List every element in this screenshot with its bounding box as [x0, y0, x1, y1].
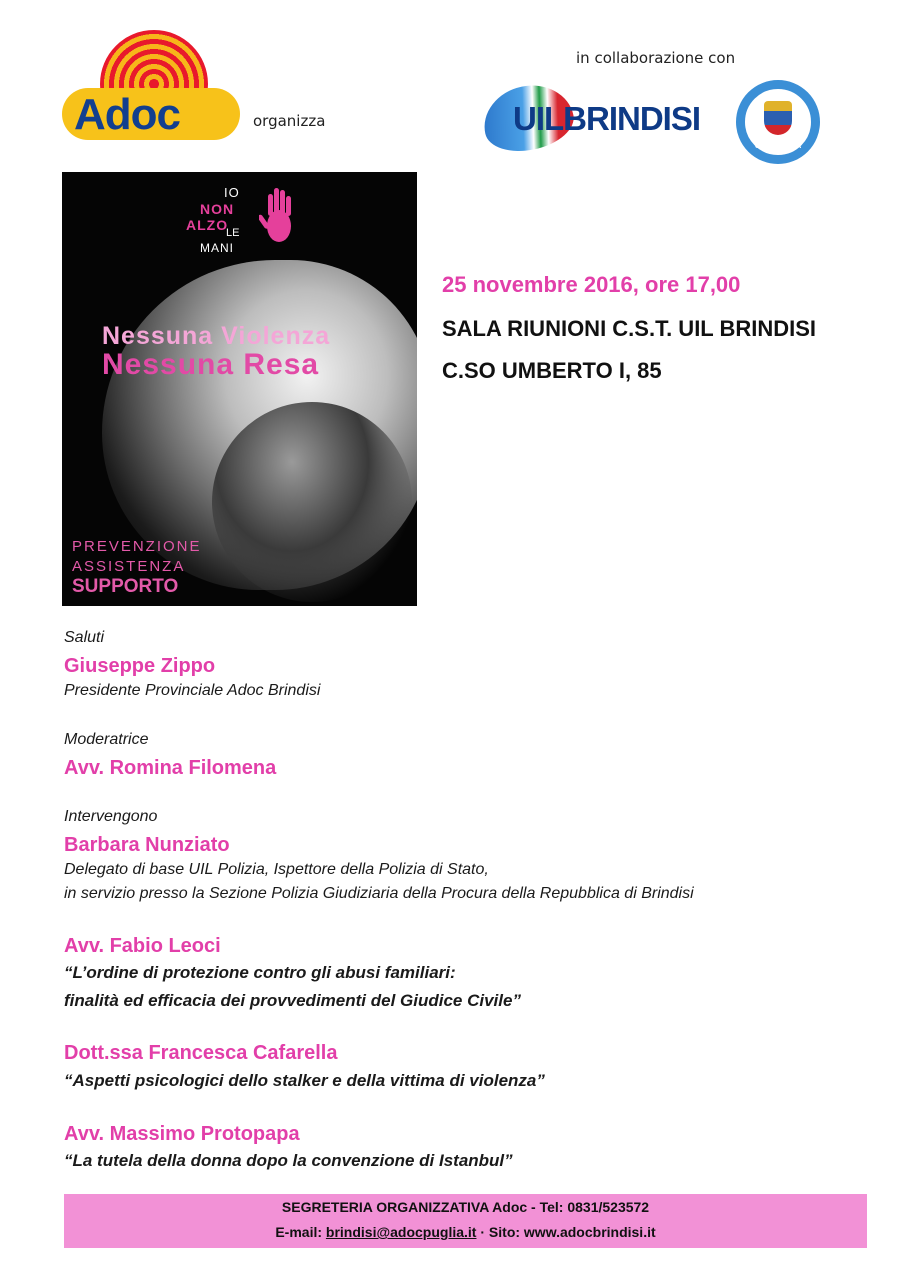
event-address: C.SO UMBERTO I, 85	[442, 358, 662, 383]
poster-headline-2: Nessuna Resa	[102, 348, 320, 381]
greetings-title: Presidente Provinciale Adoc Brindisi	[64, 682, 321, 699]
speaker-name: Avv. Massimo Protopapa	[64, 1123, 300, 1145]
moderator-role: Moderatrice	[64, 731, 149, 748]
speaker-detail: Delegato di base UIL Polizia, Ispettore della Polizia di Stato,	[64, 861, 489, 878]
speaker-talk-title: finalità ed efficacia dei provvedimenti del Giudice Civile”	[64, 991, 521, 1010]
handprint-icon	[259, 186, 297, 252]
slogan-mani: MANI	[200, 241, 234, 255]
footer-email-label: E-mail:	[275, 1224, 326, 1240]
event-place: SALA RIUNIONI C.S.T. UIL BRINDISI	[442, 316, 817, 341]
speakers-label: Intervengono	[64, 808, 158, 825]
footer-email-link[interactable]: brindisi@adocpuglia.it	[325, 1224, 477, 1240]
police-crest-icon	[764, 101, 792, 135]
speaker-name: Dott.ssa Francesca Cafarella	[64, 1042, 338, 1064]
campaign-poster	[62, 172, 417, 606]
uil-polizia-badge-text: UIL POLIZIA	[754, 141, 802, 150]
footer-site-label: · Sito:	[476, 1224, 524, 1240]
slogan-non: NON	[200, 201, 235, 217]
greetings-name: Giuseppe Zippo	[64, 655, 216, 677]
footer-site-link[interactable]: www.adocbrindisi.it	[523, 1224, 656, 1240]
uil-polizia-badge	[736, 80, 820, 164]
adoc-logo-text: Adoc	[74, 90, 180, 139]
footer-secretariat: SEGRETERIA ORGANIZZATIVA Adoc - Tel: 0831/523572	[281, 1199, 650, 1215]
organizza-label: organizza	[253, 112, 326, 130]
poster-pillar-assistenza: ASSISTENZA	[72, 558, 186, 575]
speaker-talk-title: “Aspetti psicologici dello stalker e della vittima di violenza”	[64, 1071, 545, 1090]
collaboration-label: in collaborazione con	[576, 49, 736, 67]
footer-band	[64, 1194, 867, 1248]
uil-logo-text: UILBRINDISI	[513, 100, 700, 137]
slogan-le: LE	[226, 227, 240, 239]
slogan-alzo: ALZO	[186, 217, 229, 233]
speaker-name: Barbara Nunziato	[64, 834, 230, 856]
uil-brindisi-logo	[483, 82, 698, 154]
adoc-logo-plate	[62, 88, 240, 140]
event-date-time: 25 novembre 2016, ore 17,00	[442, 272, 741, 297]
slogan-io: IO	[224, 185, 240, 200]
speaker-talk-title: “L’ordine di protezione contro gli abusi familiari:	[64, 963, 456, 982]
footer-contacts	[64, 1224, 867, 1240]
poster-photo-shadow	[212, 402, 412, 602]
speaker-detail: in servizio presso la Sezione Polizia Giudiziaria della Procura della Repubblica di Brindisi	[64, 885, 694, 902]
poster-headline-1: Nessuna Violenza	[102, 322, 331, 350]
speaker-talk-title: “La tutela della donna dopo la convenzione di Istanbul”	[64, 1151, 513, 1170]
moderator-name: Avv. Romina Filomena	[64, 757, 277, 779]
poster-pillar-prevenzione: PREVENZIONE	[72, 538, 202, 555]
poster-pillar-supporto: SUPPORTO	[72, 576, 179, 597]
speaker-name: Avv. Fabio Leoci	[64, 935, 221, 957]
adoc-logo	[62, 30, 240, 145]
greetings-role: Saluti	[64, 629, 105, 646]
